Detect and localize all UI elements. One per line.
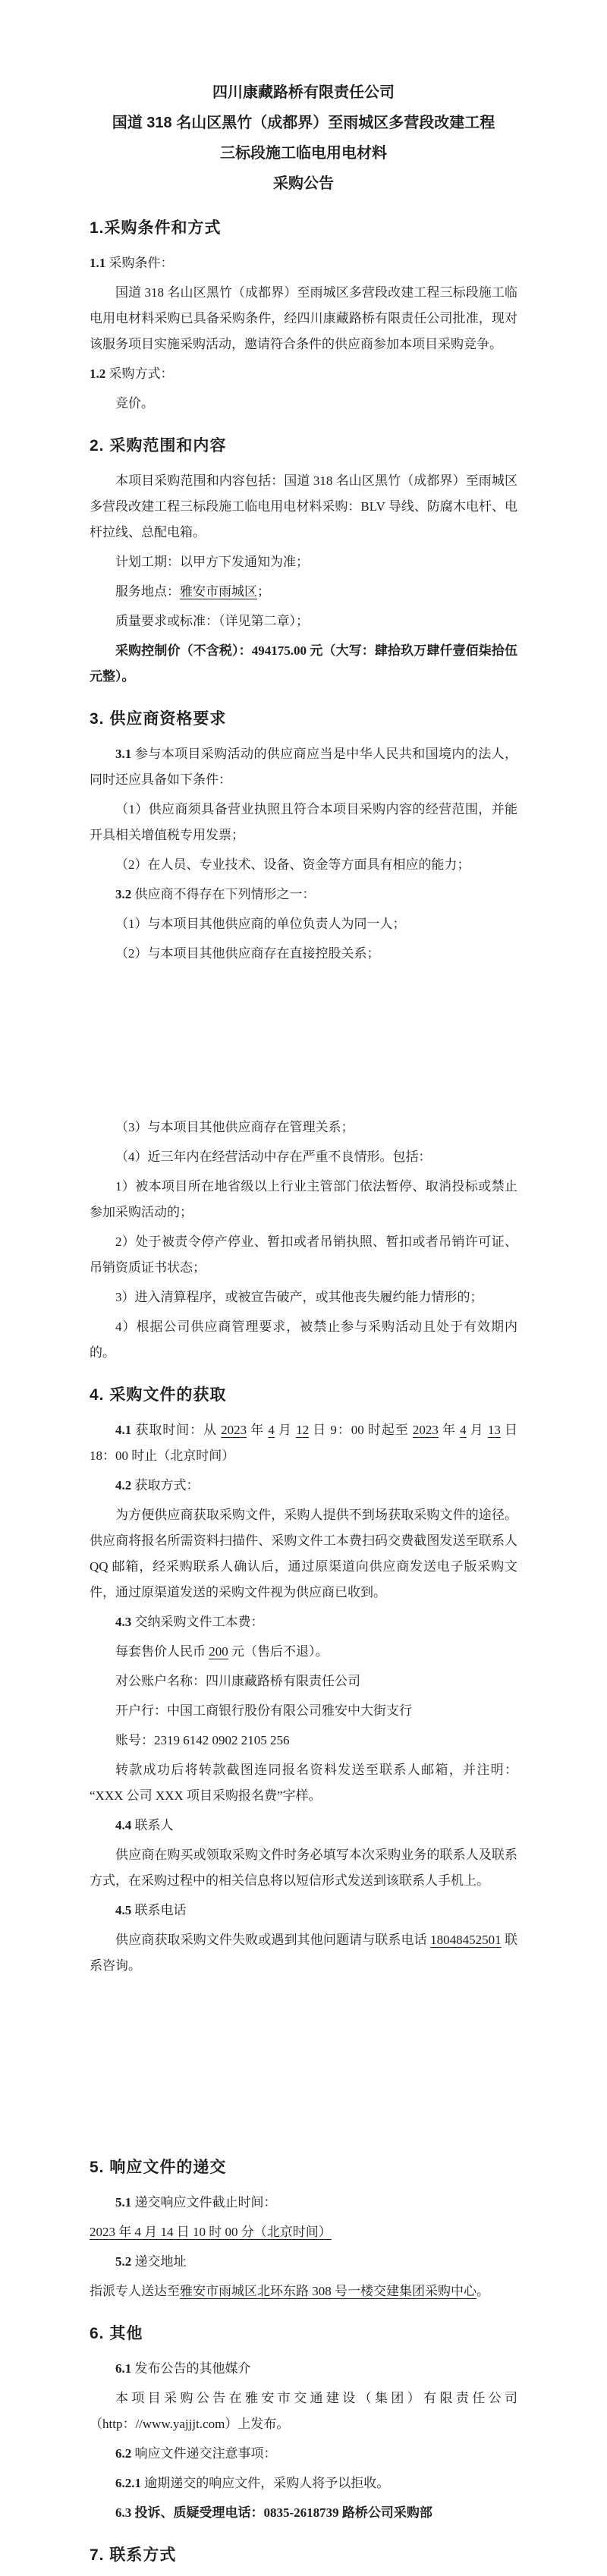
submission-address-value: 雅安市雨城区北环东路 308 号一楼交建集团采购中心 [180, 2284, 476, 2298]
clause-1-2-label: 1.2 采购方式： [90, 366, 174, 381]
obtain-end-day: 13 [487, 1423, 501, 1437]
submission-deadline [90, 2219, 517, 2245]
clause-5-1-number: 5.1 [115, 2195, 132, 2210]
submission-address: 指派专人送达至雅安市雨城区北环东路 308 号一楼交建集团采购中心。 [90, 2284, 489, 2298]
clause-4-5-label: 4.5 联系电话 [115, 1903, 187, 1917]
clause-1-2-body: 竞价。 [115, 396, 154, 410]
clause-6-2-1-number: 6.2.1 [115, 2476, 141, 2490]
corporate-account-name: 对公账户名称：四川康藏路桥有限责任公司 [115, 1674, 360, 1688]
obtain-start-year: 2023 [221, 1423, 247, 1437]
contact-phone-number: 18048452501 [430, 1933, 502, 1947]
clause-6-2-number: 6.2 [115, 2446, 132, 2461]
clause-6-1-number: 6.1 [115, 2361, 132, 2376]
section-1-heading: 1.采购条件和方式 [90, 219, 222, 237]
page-break-gap-2 [90, 1983, 517, 2138]
section-2-heading: 2. 采购范围和内容 [90, 437, 227, 454]
clause-1-1-label: 1.1 采购条件： [90, 256, 174, 270]
section-5-heading: 5. 响应文件的递交 [90, 2159, 227, 2176]
clause-3-2: 3.2 供应商不得存在下列情形之一： [115, 887, 316, 901]
clause-4-5-number: 4.5 [115, 1903, 132, 1917]
clause-5-1-label: 5.1 递交响应文件截止时间： [115, 2195, 277, 2210]
quality-requirement: 质量要求或标准：（详见第二章）； [115, 614, 309, 628]
obtain-end-year: 2023 [412, 1423, 439, 1437]
clause-4-1-number: 4.1 [115, 1423, 132, 1437]
clause-4-5-body: 供应商获取采购文件失败或遇到其他问题请与联系电话 18048452501 联系咨询。 [90, 1933, 518, 1973]
clause-3-2-subitem-4: 4）根据公司供应商管理要求，被禁止参与采购活动且处于有效期内的。 [90, 1319, 517, 1360]
clause-5-2-label: 5.2 递交地址 [115, 2254, 187, 2269]
scope-intro: 本项目采购范围和内容包括：国道 318 名山区黑竹（成都界）至雨城区多营段改建工程三标段施工临电用电材料采购：BLV 导线、防腐木电杆、电杆拉线、总配电箱。 [90, 473, 517, 539]
obtain-start-month: 4 [268, 1423, 275, 1437]
clause-3-2-item-4: （4）近三年内在经营活动中存在严重不良情形。包括： [115, 1150, 432, 1164]
title-project-line: 国道 318 名山区黑竹（成都界）至雨城区多营段改建工程 [112, 115, 495, 131]
clause-4-4-number: 4.4 [115, 1818, 132, 1832]
section-6-heading: 6. 其他 [90, 2325, 143, 2342]
clause-1-1-number: 1.1 [90, 256, 106, 270]
clause-1-2-number: 1.2 [90, 366, 106, 381]
clause-1-1-body: 国道 318 名山区黑竹（成都界）至雨城区多营段改建工程三标段施工临电用电材料采购已具备采购条件，经四川康藏路桥有限责任公司批准，现对该服务项目实施采购活动，邀请符合条件的供应商参加本项目采购竞争。 [90, 285, 517, 351]
clause-5-2-number: 5.2 [115, 2254, 132, 2269]
clause-3-2-item-2: （2）与本项目其他供应商存在直接控股关系； [115, 946, 380, 961]
clause-6-2-1: 6.2.1 逾期递交的响应文件，采购人将予以拒收。 [115, 2476, 390, 2490]
clause-3-2-item-1: （1）与本项目其他供应商的单位负责人为同一人； [115, 917, 406, 931]
obtain-start-day: 12 [296, 1423, 310, 1437]
clause-3-1: 3.1 参与本项目采购活动的供应商应当是中华人民共和国境内的法人，同时还应具备如下条件： [90, 747, 517, 787]
page-break-gap-1 [90, 970, 517, 1111]
submission-deadline-value: 2023 年 4 月 14 日 10 时 00 分（北京时间） [90, 2225, 332, 2239]
title-company-line: 四川康藏路桥有限责任公司 [212, 84, 395, 101]
clause-4-3-number: 4.3 [115, 1615, 132, 1629]
clause-4-2-body: 为方便供应商获取采购文件，采购人提供不到场获取采购文件的途径。供应商将报名所需资料扫描件、采购文件工本费扫码交费截图发送至联系人 QQ 邮箱，经采购联系人确认后，通过原渠道向供应商发送电子版采购文件，通过原渠道发送的采购文件视为供应商已收到。 [90, 1508, 517, 1599]
bank-name: 开户行：中国工商银行股份有限公司雅安中大街支行 [115, 1703, 412, 1718]
control-price: 采购控制价（不含税）：494175.00 元（大写：肆拾玖万肆仟壹佰柒拾伍元整）。 [90, 643, 517, 684]
clause-4-4-label: 4.4 联系人 [115, 1818, 174, 1832]
clause-4-2-number: 4.2 [115, 1478, 132, 1492]
service-location-value: 雅安市雨城区 [180, 584, 257, 599]
clause-6-1-body: 本项目采购公告在雅安市交通建设（集团）有限责任公司（http：//www.yajjjt.com）上发布。 [90, 2391, 517, 2431]
section-4-heading: 4. 采购文件的获取 [90, 1386, 227, 1404]
clause-4-4-body: 供应商在购买或领取采购文件时务必填写本次采购业务的联系人及联系方式，在采购过程中的相关信息将以短信形式发送到该联系人手机上。 [90, 1848, 517, 1888]
clause-3-2-subitem-3: 3）进入清算程序，或被宣告破产，或其他丧失履约能力情形的； [115, 1290, 483, 1304]
clause-3-1-item-1: （1）供应商须具备营业执照且符合本项目采购内容的经营范围，并能开具相关增值税专用发票； [90, 802, 517, 842]
clause-3-1-item-2: （2）在人员、专业技术、设备、资金等方面具有相应的能力； [115, 857, 470, 872]
document-fee: 每套售价人民币 200 元（售后不退）。 [115, 1644, 329, 1659]
section-3-heading: 3. 供应商资格要求 [90, 710, 227, 728]
account-number: 账号：2319 6142 0902 2105 256 [115, 1733, 290, 1747]
title-section-line: 三标段施工临电用电材料 [220, 145, 387, 162]
planned-duration: 计划工期：以甲方下发通知为准； [115, 555, 309, 569]
service-location: 服务地点：雅安市雨城区； [115, 584, 270, 599]
clause-6-1-label: 6.1 发布公告的其他媒介 [115, 2361, 251, 2376]
clause-3-2-number: 3.2 [115, 887, 132, 901]
clause-6-2-label: 6.2 响应文件递交注意事项： [115, 2446, 277, 2461]
clause-3-2-item-3: （3）与本项目其他供应商存在管理关系； [115, 1120, 354, 1134]
transfer-note: 转款成功后将转款截图连同报名资料发送至联系人邮箱，并注明：“XXX 公司 XXX 项目采购报名费”字样。 [90, 1763, 517, 1803]
title-doc-type-line: 采购公告 [273, 175, 334, 192]
complaint-hotline: 6.3 投诉、质疑受理电话：0835-2618739 路桥公司采购部 [115, 2505, 432, 2520]
section-7-heading: 7. 联系方式 [90, 2546, 177, 2564]
clause-3-1-number: 3.1 [115, 747, 132, 761]
clause-4-3-label: 4.3 交纳采购文件工本费： [115, 1615, 264, 1629]
clause-3-2-subitem-1: 1）被本项目所在地省级以上行业主管部门依法暂停、取消投标或禁止参加采购活动的； [90, 1179, 517, 1219]
obtain-end-month: 4 [460, 1423, 467, 1437]
document-fee-amount: 200 [209, 1644, 228, 1659]
clause-4-1-obtain-time: 4.1 获取时间：从 2023 年 4 月 12 日 9：00 时起至 2023 年 4 月 13 日 18：00 时止（北京时间） [90, 1423, 518, 1463]
document-title [90, 77, 517, 199]
clause-3-2-subitem-2: 2）处于被责令停产停业、暂扣或者吊销执照、暂扣或者吊销许可证、吊销资质证书状态； [90, 1235, 517, 1275]
clause-4-2-label: 4.2 获取方式： [115, 1478, 200, 1492]
